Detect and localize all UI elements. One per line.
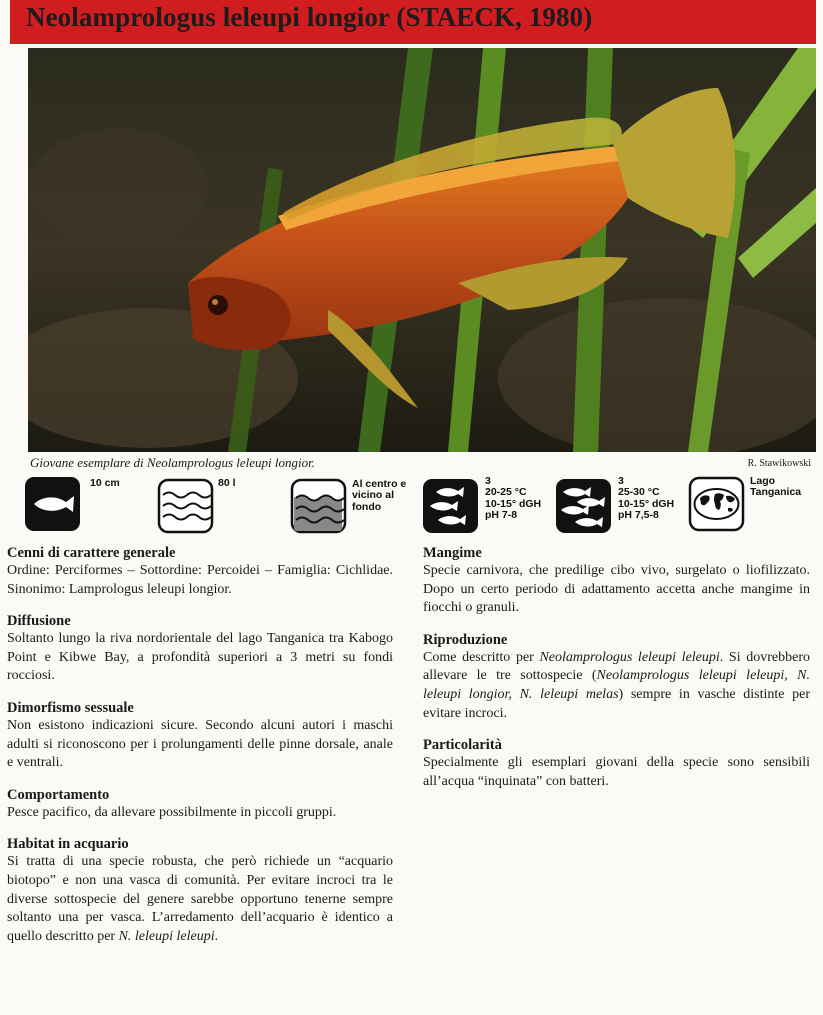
section-habitat — [7, 835, 393, 946]
breeding-hardness: 10-15° dGH — [618, 497, 675, 510]
section-text: Si tratta di una specie robusta, che però richiede un “acquario biotopo” e non una vasca di comunità. Per evitare incroci tra le diverse sottospecie del genere sarebbe opportuno tenerne sempre soltanto una per vasca. L’arredamento dell’acquario è identico a quello descritto per N. leleupi leleupi. — [7, 854, 393, 944]
section-dimorfismo — [7, 699, 393, 773]
fish-size-label: 10 cm — [90, 477, 120, 489]
section-cenni — [7, 544, 393, 599]
section-text: Come descritto per Neolamprologus leleupi leleupi. Si dovrebbero allevare le tre sottospecie (Neolamprologus leleupi leleupi, N. leleupi longior, N. leleupi melas) sempre in vasche distinte per evitare incroci. — [423, 649, 810, 721]
maintenance-fish-count: 3 — [485, 475, 491, 487]
maintenance-temperature: 20-25 °C — [485, 486, 527, 499]
swimming-zone-line-1: Al centro e — [352, 478, 407, 490]
species-name: Neolamprologus leleupi leleupi — [539, 649, 720, 665]
fish-photo — [28, 48, 816, 452]
section-text: Ordine: Perciformes – Sottordine: Percoidei – Famiglia: Cichlidae. Sinonimo: Lamprologus leleupi longior. — [7, 563, 393, 597]
section-heading: Diffusione — [7, 613, 71, 630]
left-column — [7, 544, 393, 959]
section-text: Specialmente gli esemplari giovani della specie sono sensibili all’acqua “inquinata” con batteri. — [423, 755, 810, 789]
maintenance-ph: pH 7-8 — [485, 509, 518, 522]
aquarium-volume-icon — [157, 478, 214, 534]
section-heading: Mangime — [423, 545, 482, 561]
aquarium-volume-label: 80 l — [218, 477, 236, 489]
section-text: Pesce pacifico, da allevare possibilmente in piccoli gruppi. — [7, 804, 337, 820]
section-heading: Cenni di carattere generale — [7, 545, 176, 561]
section-mangime — [423, 544, 810, 618]
maintenance-conditions-icon — [422, 478, 479, 534]
swimming-zone-line-2: vicino al — [352, 489, 395, 502]
section-heading: Riproduzione — [423, 631, 508, 648]
swimming-zone-icon — [290, 478, 347, 534]
species-name: N. leleupi leleupi — [118, 928, 215, 944]
section-heading: Particolarità — [423, 737, 502, 754]
section-text: Specie carnivora, che predilige cibo vivo, surgelato o liofilizzato. Dopo un certo periodo di adattamento accetta anche mangime in fiocchi o granuli. — [423, 563, 810, 616]
section-particolarita — [423, 736, 810, 791]
breeding-conditions-icon — [555, 478, 612, 534]
section-heading: Comportamento — [7, 786, 110, 803]
section-text: Non esistono indicazioni sicure. Secondo alcuni autori i maschi adulti si riconoscono per i prolungamenti delle pinne dorsale, anale e ventrali. — [7, 717, 393, 771]
species-info-icons — [0, 476, 823, 536]
breeding-temperature: 25-30 °C — [618, 486, 660, 499]
section-heading: Dimorfismo sessuale — [7, 699, 134, 716]
swimming-zone-line-3: fondo — [352, 500, 382, 513]
photo-credit: R. Stawikowski — [747, 458, 811, 469]
section-diffusione — [7, 612, 393, 686]
maintenance-hardness: 10-15° dGH — [485, 497, 542, 510]
world-map-icon — [688, 476, 745, 532]
section-riproduzione — [423, 631, 810, 723]
breeding-ph: pH 7,5-8 — [618, 509, 659, 522]
breeding-fish-count: 3 — [618, 475, 624, 487]
section-comportamento — [7, 786, 393, 823]
subspecies-list: Neolamprologus leleupi leleupi, N. leleupi longior, N. leleupi melas — [423, 668, 810, 702]
distribution-line-1: Lago — [750, 475, 776, 487]
photo-caption: Giovane esemplare di Neolamprologus leleupi longior. — [30, 455, 316, 470]
fish-size-icon — [24, 476, 81, 532]
title-bar — [10, 0, 816, 44]
page-title: Neolamprologus leleupi longior (STAECK, 1980) — [26, 2, 593, 32]
section-heading: Habitat in acquario — [7, 836, 129, 853]
section-text: Soltanto lungo la riva nordorientale del lago Tanganica tra Kabogo Point e Kibwe Bay, a profondità superiori a 3 metri su fondi rocciosi. — [7, 631, 393, 684]
distribution-line-2: Tanganica — [750, 486, 802, 499]
right-column — [423, 544, 810, 804]
